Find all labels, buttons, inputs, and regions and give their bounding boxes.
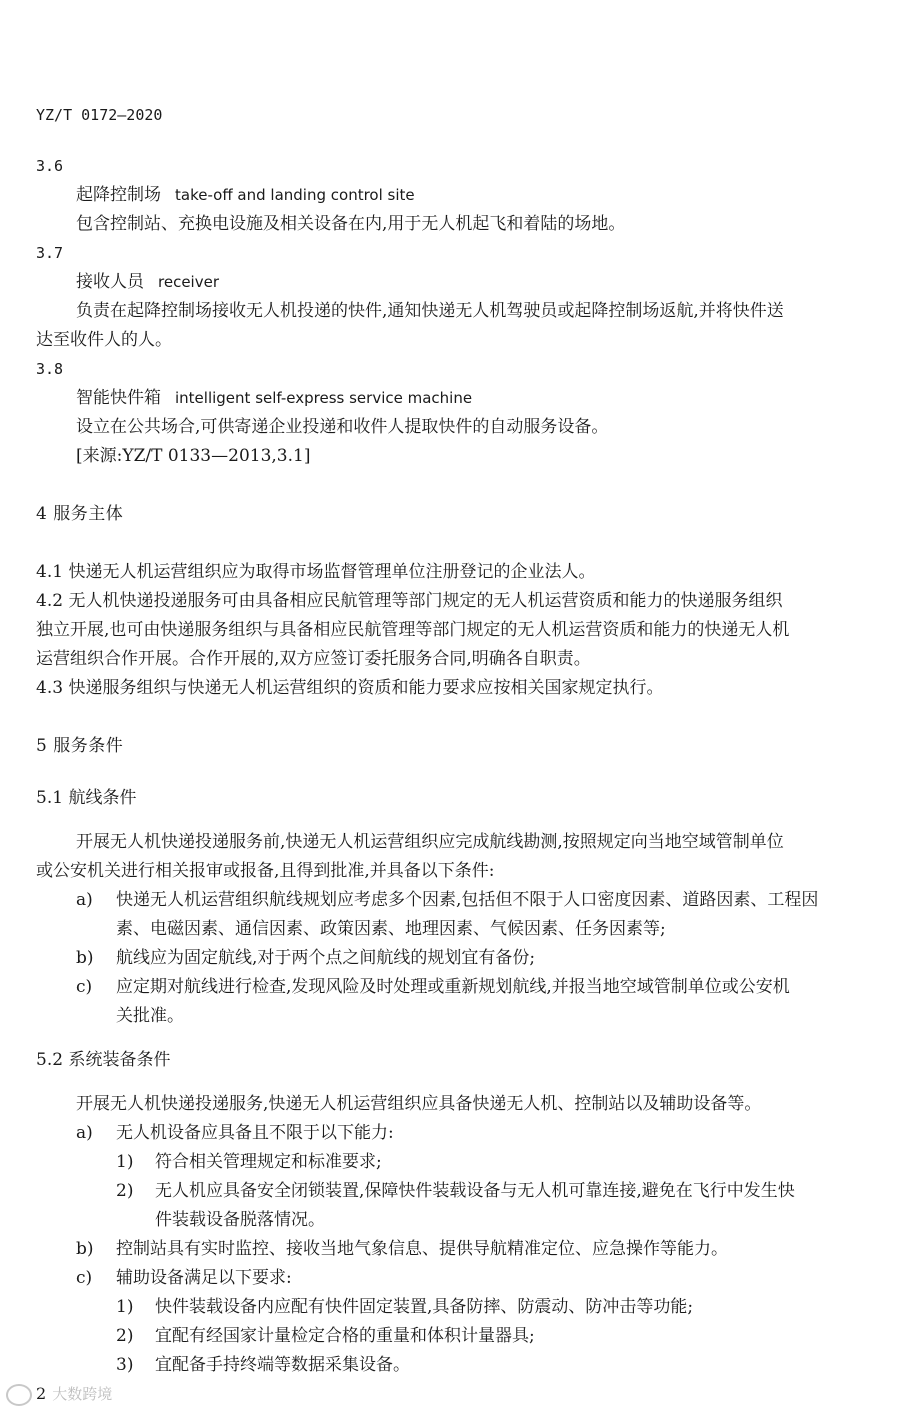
term-cn: 起降控制场 xyxy=(76,185,161,205)
sublist-label-c2-1: 1) xyxy=(116,1297,134,1317)
sublist-item-c2-3: 宜配备手持终端等数据采集设备。 xyxy=(155,1355,410,1375)
section-5-1-title: 5.1 航线条件 xyxy=(36,788,137,808)
watermark xyxy=(6,1383,112,1406)
document-header: YZ/T 0172—2020 xyxy=(36,106,163,124)
list-item-b2: 控制站具有实时监控、接收当地气象信息、提供导航精准定位、应急操作等能力。 xyxy=(116,1239,728,1259)
term-cn: 智能快件箱 xyxy=(76,388,161,408)
list-label-c2: c) xyxy=(76,1268,93,1288)
list-item-c-line-1: 应定期对航线进行检查,发现风险及时处理或重新规划航线,并报当地空域管制单位或公安机 xyxy=(116,977,790,997)
definition-3-7-line-1: 负责在起降控制场接收无人机投递的快件,通知快递无人机驾驶员或起降控制场返航,并将快件送 xyxy=(76,301,784,321)
sublist-item-c2-1: 快件装载设备内应配有快件固定装置,具备防摔、防震动、防冲击等功能; xyxy=(155,1297,694,1317)
list-label-c: c) xyxy=(76,977,93,997)
sublist-label-a2-2: 2) xyxy=(116,1181,134,1201)
term-3-6 xyxy=(76,183,415,207)
definition-3-6: 包含控制站、充换电设施及相关设备在内,用于无人机起飞和着陆的场地。 xyxy=(76,214,626,234)
section-5-title: 5 服务条件 xyxy=(36,736,124,756)
term-cn: 接收人员 xyxy=(76,272,144,292)
clause-4-2-line-2: 独立开展,也可由快递服务组织与具备相应民航管理等部门规定的无人机运营资质和能力的快递无人机 xyxy=(36,620,790,640)
section-5-1-intro-line-1: 开展无人机快递投递服务前,快递无人机运营组织应完成航线勘测,按照规定向当地空域管制单位 xyxy=(76,832,784,852)
term-en: take-off and landing control site xyxy=(175,186,415,204)
sublist-item-c2-2: 宜配有经国家计量检定合格的重量和体积计量器具; xyxy=(155,1326,535,1346)
clause-4-1: 4.1 快递无人机运营组织应为取得市场监督管理单位注册登记的企业法人。 xyxy=(36,562,596,582)
section-5-2-intro: 开展无人机快递投递服务,快递无人机运营组织应具备快递无人机、控制站以及辅助设备等。 xyxy=(76,1094,762,1114)
clause-4-2-line-3: 运营组织合作开展。合作开展的,双方应签订委托服务合同,明确各自职责。 xyxy=(36,649,591,669)
section-5-2-title: 5.2 系统装备条件 xyxy=(36,1050,171,1070)
sublist-item-a2-2-line-2: 件装载设备脱落情况。 xyxy=(155,1210,325,1230)
clause-number-3-7: 3.7 xyxy=(36,244,64,262)
clause-4-2-line-1: 4.2 无人机快递投递服务可由具备相应民航管理等部门规定的无人机运营资质和能力的快递服务组织 xyxy=(36,591,783,611)
term-3-7 xyxy=(76,270,219,294)
list-label-a2: a) xyxy=(76,1123,93,1143)
list-item-c2: 辅助设备满足以下要求: xyxy=(116,1268,292,1288)
term-en: intelligent self-express service machine xyxy=(175,389,473,407)
page-number: 2 xyxy=(36,1384,47,1403)
watermark-text: 大数跨境 xyxy=(52,1385,113,1403)
list-item-a2: 无人机设备应具备且不限于以下能力: xyxy=(116,1123,394,1143)
list-item-a-line-1: 快递无人机运营组织航线规划应考虑多个因素,包括但不限于人口密度因素、道路因素、工程因 xyxy=(116,890,819,910)
sublist-item-a2-1: 符合相关管理规定和标准要求; xyxy=(155,1152,382,1172)
list-label-b2: b) xyxy=(76,1239,94,1259)
list-label-a: a) xyxy=(76,890,93,910)
list-item-b: 航线应为固定航线,对于两个点之间航线的规划宜有备份; xyxy=(116,948,536,968)
list-item-c-line-2: 关批准。 xyxy=(116,1006,184,1026)
clause-4-3: 4.3 快递服务组织与快递无人机运营组织的资质和能力要求应按相关国家规定执行。 xyxy=(36,678,664,698)
term-3-8 xyxy=(76,386,472,410)
list-item-a-line-2: 素、电磁因素、通信因素、政策因素、地理因素、气候因素、任务因素等; xyxy=(116,919,666,939)
clause-number-3-6: 3.6 xyxy=(36,157,64,175)
sublist-label-a2-1: 1) xyxy=(116,1152,134,1172)
section-5-1-intro-line-2: 或公安机关进行相关报审或报备,且得到批准,并具备以下条件: xyxy=(36,861,495,881)
sublist-label-c2-3: 3) xyxy=(116,1355,134,1375)
definition-3-7-line-2: 达至收件人的人。 xyxy=(36,330,172,350)
definition-3-8: 设立在公共场合,可供寄递企业投递和收件人提取快件的自动服务设备。 xyxy=(76,417,609,437)
sublist-item-a2-2-line-1: 无人机应具备安全闭锁装置,保障快件装载设备与无人机可靠连接,避免在飞行中发生快 xyxy=(155,1181,795,1201)
sublist-label-c2-2: 2) xyxy=(116,1326,134,1346)
section-4-title: 4 服务主体 xyxy=(36,504,124,524)
watermark-logo-icon xyxy=(6,1384,32,1406)
list-label-b: b) xyxy=(76,948,94,968)
source-3-8: [来源:YZ/T 0133—2013,3.1] xyxy=(76,446,311,466)
term-en: receiver xyxy=(158,273,219,291)
clause-number-3-8: 3.8 xyxy=(36,360,64,378)
